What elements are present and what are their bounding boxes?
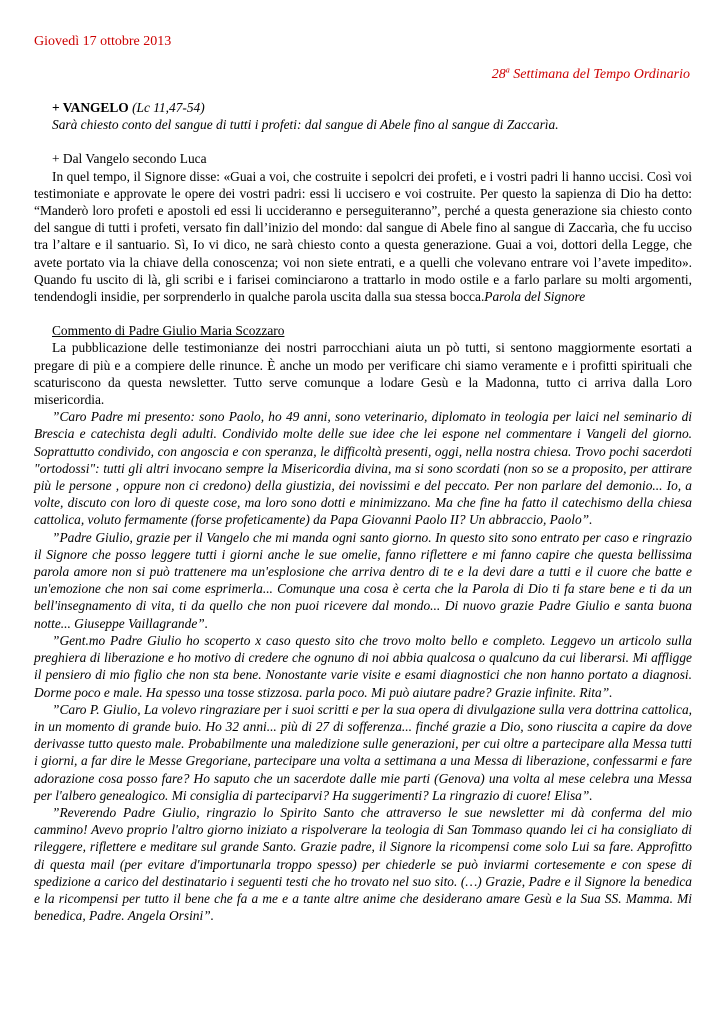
gospel-heading [34, 99, 692, 116]
gospel-body: In quel tempo, il Signore disse: «Guai a voi, che costruite i sepolcri dei profeti, e i vostri padri li hanno uccisi. Così voi testimoniate e approvate le opere dei vostri padri: essi li uccisero e voi costruite. Per questo la sapienza di Dio ha detto: “Manderò loro profeti e apostoli ed essi li uccideranno e perseguiteranno”, perché a questa generazione sia chiesto conto del sangue di tutti i profeti, versato fin dall’inizio del mondo: dal sangue di Abele fino al sangue di Zaccarìa, che fu ucciso tra l’altare e il santuario. Sì, Io vi dico, ne sarà chiesto conto a questa generazione. Guai a voi, dottori della Legge, che avete portato via la chiave della conoscenza; voi non siete entrati, e a quelli che volevano entrare voi l’avete impedito». Quando fu uscito di là, gli scribi e i farisei cominciarono a trattarlo in modo ostile e a farlo parlare su molti argomenti, tendendogli insidie, per sorprenderlo in qualche parola uscita dalla sua stessa bocca. [34, 168, 692, 305]
document-body [34, 99, 692, 924]
letter-rita: ”Gent.mo Padre Giulio ho scoperto x caso questo sito che trovo molto bello e completo. Leggevo un articolo sulla preghiera di liberazione e ho motivo di credere che ognuno di noi abbia qualcosa o qualcuno da cui liberarsi. Mi affligge il pensiero di mio figlio che non sta bene. Nonostante varie visite e esami diagnostici che non hanno portato a diagnosi. Dorme poco e male. Ha spesso una tosse stizzosa. parla poco. Mi può aiutare padre? Grazie infinite. Rita”. [34, 632, 692, 700]
comment-title [34, 322, 692, 339]
letter-elisa: ”Caro P. Giulio, La volevo ringraziare per i suoi scritti e per la sua opera di divulgazione sulla vera dottrina cattolica, in un momento di grande buio. Ho 32 anni... più di 27 di sofferenza... finché grazie a Dio, sono riuscita a capire da dove derivasse tutto questo male. Probabilmente una maledizione sulle generazioni, per cui oltre a partecipare alla Messa tutti i giorni, a far dire le Messe Gregoriane, partecipare una volta a settimana a una Messa di liberazione, confessarmi e fare adorazione cosa posso fare? Ho saputo che un sacerdote dalle mie parti (Genova) una volta al mese celebra una Messa per l'albero genealogico. Mi consiglia di parteciparvi? Ha suggerimenti? La ringrazio di cuore! Elisa”. [34, 701, 692, 803]
gospel-title: + VANGELO [52, 100, 129, 115]
date-heading: Giovedì 17 ottobre 2013 [34, 34, 172, 49]
gospel-text [34, 168, 692, 306]
gospel-closing: Parola del Signore [484, 289, 586, 305]
letter-angela: ”Reverendo Padre Giulio, ringrazio lo Spirito Santo che attraverso le sue newsletter mi dà conferma del mio cammino! Avevo proprio l'altro giorno iniziato a rispolverare la teologia di San Tommaso quando lei ci ha consigliato di rileggere, riflettere e meditare sul grande Santo. Grazie padre, il Signore la ricompensi come solo Lui sa fare. Approfitto di questa mail (per evitare d'importunarla troppo spesso) per chiederle se può inviarmi cortesemente e con spese di spedizione a carico del destinatario i seguenti testi che ho trovato nel suo sito. (…) Grazie, Padre e il Signore la benedica e la ricompensi per tutto il bene che fa a me e a tante altre anime che desiderano amare Gesù e la Sua SS. Mamma. Mi benedica, Padre. Angela Orsini”. [34, 804, 692, 924]
week-ordinal: a [505, 65, 510, 75]
comment-title-text: Commento di Padre Giulio Maria Scozzaro [52, 323, 285, 339]
letter-giuseppe: ”Padre Giulio, grazie per il Vangelo che mi manda ogni santo giorno. In questo sito sono entrato per caso e ringrazio il Signore che posso leggere tutti i giorni anche le sue omelie, fanno riflettere e mi fanno capire che questa bellissima parola amore non si può trattenere ma un'esplosione che arriva dentro di te e la devi dare a tutti e il cuore che batte e un'emozione che non sai come esprimerla... Comunque una cosa è certa che la Parola di Dio ti fa stare bene e ti da un bell'insegnamento di vita, ti da quello che non puoi ricevere dal mondo... Di nuovo grazie Padre Giulio e santa buona notte... Giuseppe Vaillagrande”. [34, 529, 692, 631]
letter-paolo: ”Caro Padre mi presento: sono Paolo, ho 49 anni, sono veterinario, diplomato in teologia per laici nel seminario di Brescia e catechista degli adulti. Condivido molte delle sue idee che lei espone nel commentare i Vangeli del giorno. Soprattutto condivido, con angoscia e con speranza, le difficoltà presenti, oggi, nella nostra chiesa. Trovo pochi sacerdoti "ortodossi": tutti gli altri invocano sempre la Misericordia divina, ma si sono scordati (non so se a proposito, per attirare più le persone , oppure non ci credono) della giustizia, dei novissimi e del peccato. Per non parlare del demonio... Io, a volte, discuto con loro di queste cose, ma loro sono dotti e minimizzano. Ma che fine ha fatto il catechismo della chiesa cattolica, voluto fermamente (forse profeticamente) da Papa Giovanni Paolo II? Un abbraccio, Paolo”. [34, 409, 692, 528]
liturgical-week [492, 66, 690, 83]
week-number: 28 [491, 67, 506, 82]
gospel-intro: + Dal Vangelo secondo Luca [52, 151, 207, 167]
week-label: Settimana del Tempo Ordinario [509, 67, 690, 82]
gospel-subtitle: Sarà chiesto conto del sangue di tutti i profeti: dal sangue di Abele fino al sangue di Zaccarìa. [52, 117, 559, 133]
gospel-reference: (Lc 11,47-54) [128, 100, 205, 115]
comment-intro: La pubblicazione delle testimonianze dei nostri parrocchiani aiuta un pò tutti, si sentono maggiormente esortati a pregare di più e a compiere delle rinunce. È anche un modo per verificare chi siamo veramente e i profitti spirituali che scaturiscono da questa newsletter. Tutto serve comunque a lodare Gesù e la Madonna, tutto ci arriva dalla Loro misericordia. [34, 340, 692, 408]
